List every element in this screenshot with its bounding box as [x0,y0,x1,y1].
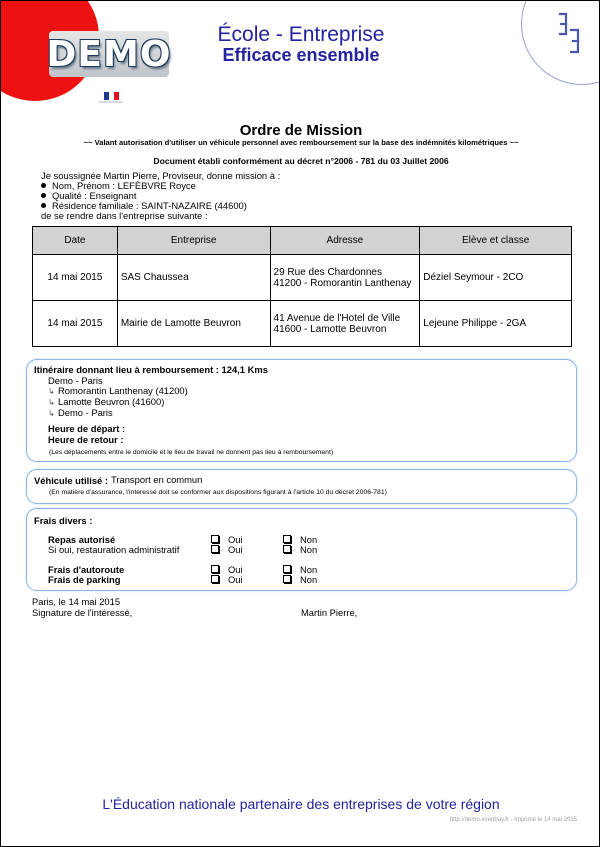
document-subtitle: ~~ Valant autorisation d'utiliser un véhicule personnel avec remboursement sur la base des indémnités kilométriques ~~ [83,138,519,147]
checkbox-icon[interactable] [211,565,219,573]
cell-entreprise: Mairie de Lamotte Beuvron [117,301,270,347]
checkbox-icon[interactable] [211,535,219,543]
checkbox-icon[interactable] [283,575,291,583]
expenses-box [26,508,577,591]
vehicle-label: Véhicule utilisé : [34,475,108,486]
vehicle-value: Transport en commun [111,474,203,485]
intro-line: Je soussignée Martin Pierre, Proviseur, donne mission à : [41,170,281,181]
table-row [33,255,572,301]
expense-label-repas: Repas autorisé [48,534,116,545]
bullet-dot-icon [41,183,46,188]
demo-logo: DEMO [49,31,169,77]
signature-place-date: Paris, le 14 mai 2015 [32,596,121,607]
flag-caption-bar [99,101,123,104]
cell-adresse: 41 Avenue de l'Hotel de Ville 41600 - Lamotte Beuvron [270,301,420,347]
ee-circle-logo [521,0,600,85]
mission-table [32,226,572,347]
oui-option-autoroute[interactable]: Oui [211,565,243,575]
non-option-parking[interactable]: Non [283,575,317,585]
flag-stripe-red [114,92,119,100]
expense-label-autoroute: Frais d'autoroute [48,564,125,575]
column-header-date: Date [33,227,118,255]
oui-option-parking[interactable]: Oui [211,575,243,585]
intro-bullet: Résidence familiale : SAINT-NAZAIRE (44600) [41,201,280,211]
checkbox-icon[interactable] [211,575,219,583]
expense-label-parking: Frais de parking [48,574,121,585]
column-header-entreprise: Entreprise [117,227,270,255]
itinerary-title: Itinéraire donnant lieu à remboursement : 124,1 Kms [34,364,268,375]
footer-print-info: http://demo.evenbay.fr - Imprimé le 14 mai 2015 [449,817,577,823]
header-title-line2: Efficace ensemble [222,45,380,65]
column-header-adresse: Adresse [270,227,420,255]
list-item: ↳ Demo - Paris [48,407,113,418]
departure-time-label: Heure de départ : [48,423,126,434]
non-option-restauration[interactable]: Non [283,545,317,555]
signature-label: Signature de l'intéressé, [32,607,133,618]
checkbox-icon[interactable] [283,535,291,543]
bullet-dot-icon [41,203,46,208]
intro-bullet: Qualité : Enseignant [41,191,280,201]
list-item: ↳ Romorantin Lanthenay (41200) [48,385,188,396]
table-row [33,301,572,347]
column-header-eleve: Elève et classe [420,227,572,255]
itinerary-box [26,359,577,462]
cell-eleve: Déziel Seymour - 2CO [420,255,572,301]
itinerary-route [48,376,188,419]
list-item: ↳ Lamotte Beuvron (41600) [48,396,165,407]
vehicle-note: (En matière d'assurance, l'interessé doit se conformer aux dispositions figurant à l'article 10 du décret 2006-781) [49,489,387,496]
cell-entreprise: SAS Chaussea [117,255,270,301]
document-title: Ordre de Mission [239,122,363,139]
vehicle-box [26,469,577,504]
non-option-autoroute[interactable]: Non [283,565,317,575]
header-title-line1: École - Entreprise [217,23,385,46]
ee-monogram-icon [556,12,588,56]
route-arrow-icon: ↳ [48,398,55,407]
route-arrow-icon: ↳ [48,409,55,418]
checkbox-icon[interactable] [283,565,291,573]
signer-name: Martin Pierre, [301,607,358,618]
intro-bullet: Nom, Prénom : LEFÈBVRE Royce [41,181,280,191]
checkbox-icon[interactable] [211,545,219,553]
route-arrow-icon: ↳ [48,387,55,396]
checkbox-icon[interactable] [283,545,291,553]
itinerary-note: (Les déplacements entre le domicile et le lieu de travail ne donnent pas lieu à remboursement) [49,449,334,456]
return-time-label: Heure de retour : [48,434,124,445]
oui-option-restauration[interactable]: Oui [211,545,243,555]
cell-date: 14 mai 2015 [33,301,118,347]
oui-option-repas[interactable]: Oui [211,535,243,545]
cell-date: 14 mai 2015 [33,255,118,301]
table-header-row [33,227,572,255]
expenses-title: Frais divers : [34,515,93,526]
intro-block [41,171,280,221]
bullet-dot-icon [41,193,46,198]
cell-eleve: Lejeune Philippe - 2GA [420,301,572,347]
expense-label-restauration: Si oui, restauration administratif [48,544,180,555]
cell-adresse: 29 Rue des Chardonnes 41200 - Romorantin Lanthenay [270,255,420,301]
intro-line-end: de se rendre dans l'entreprise suivante : [41,210,208,221]
non-option-repas[interactable]: Non [283,535,317,545]
document-decree: Document établi conformément au décret n°2006 - 781 du 03 Juillet 2006 [153,156,449,166]
footer-slogan: L'Éducation nationale partenaire des entreprises de votre région [102,796,500,812]
route-start: Demo - Paris [48,375,103,386]
french-flag-icon [99,92,123,103]
